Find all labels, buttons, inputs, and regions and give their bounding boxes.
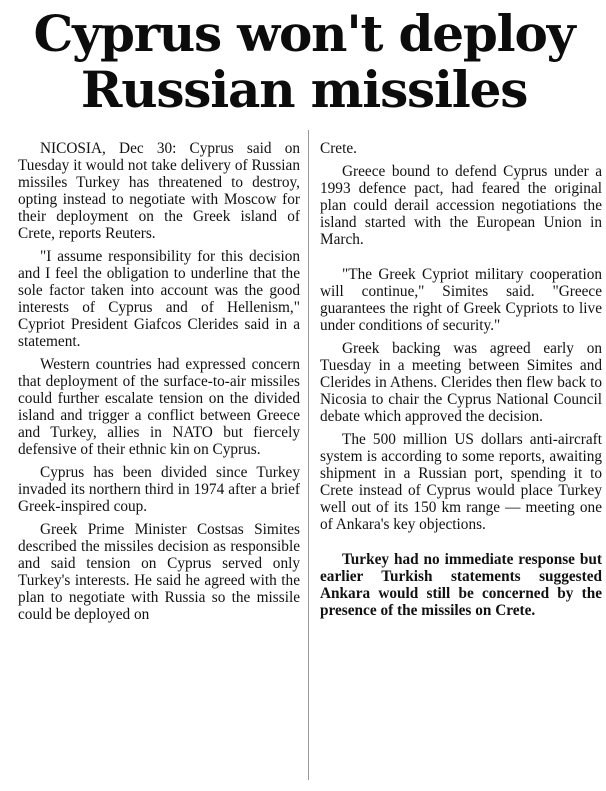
paragraph-division: Cyprus has been divided since Turkey invaded its northern third in 1974 after a brief Greek-inspired coup. [18, 464, 300, 515]
right-column [320, 140, 602, 625]
paragraph-clerides-quote: "I assume responsibility for this decision and I feel the obligation to underline that the sole factor taken into account was the good interests of Cyprus and of Hellenism," Cypriot President Giafcos Clerides said in a statement. [18, 248, 300, 350]
left-column [18, 140, 300, 629]
headline-line-1: Cyprus won't deploy [33, 4, 575, 63]
paragraph-simites: Greek Prime Minister Costsas Simites described the missiles decision as responsible and said tension on Cyprus served only Turkey's interests. He said he agreed with the plan to negotiate with Russia so the missile could be deployed on [18, 521, 300, 623]
paragraph-anti-aircraft: The 500 million US dollars anti-aircraft system is according to some reports, awaiting shipment in a Russian port, spending it to Crete instead of Cyprus would place Turkey well out of its 150 km range — meeting one of Ankara's key objections. [320, 431, 602, 533]
paragraph-continuation: Crete. [320, 140, 357, 157]
headline [8, 6, 600, 118]
paragraph-turkey-response: Turkey had no immediate response but earlier Turkish statements suggested Ankara would still be concerned by the presence of the missiles on Crete. [320, 551, 602, 619]
paragraph-military-cooperation: "The Greek Cypriot military cooperation will continue," Simites said. "Greece guarantees the right of Greek Cypriots to live under conditions of security." [320, 266, 602, 334]
column-divider [308, 130, 309, 780]
paragraph-western-concern: Western countries had expressed concern that deployment of the surface-to-air missiles could further escalate tension on the divided island and trigger a conflict between Greece and Turkey, allies in NATO but fiercely defensive of their ethnic kin on Cyprus. [18, 356, 300, 458]
headline-line-2: Russian missiles [80, 60, 528, 119]
article-body [8, 140, 600, 780]
paragraph-dateline: NICOSIA, Dec 30: Cyprus said on Tuesday it would not take delivery of Russian missiles Turkey has threatened to destroy, opting instead to negotiate with Moscow for their deployment on the Greek island of Crete, reports Reuters. [18, 140, 300, 242]
paragraph-greece-bound: Greece bound to defend Cyprus under a 1993 defence pact, had feared the original plan could derail accession negotiations the island started with the European Union in March. [320, 163, 602, 248]
paragraph-greek-backing: Greek backing was agreed early on Tuesday in a meeting between Simites and Clerides in Athens. Clerides then flew back to Nicosia to chair the Cyprus National Council debate which approved the decision. [320, 340, 602, 425]
